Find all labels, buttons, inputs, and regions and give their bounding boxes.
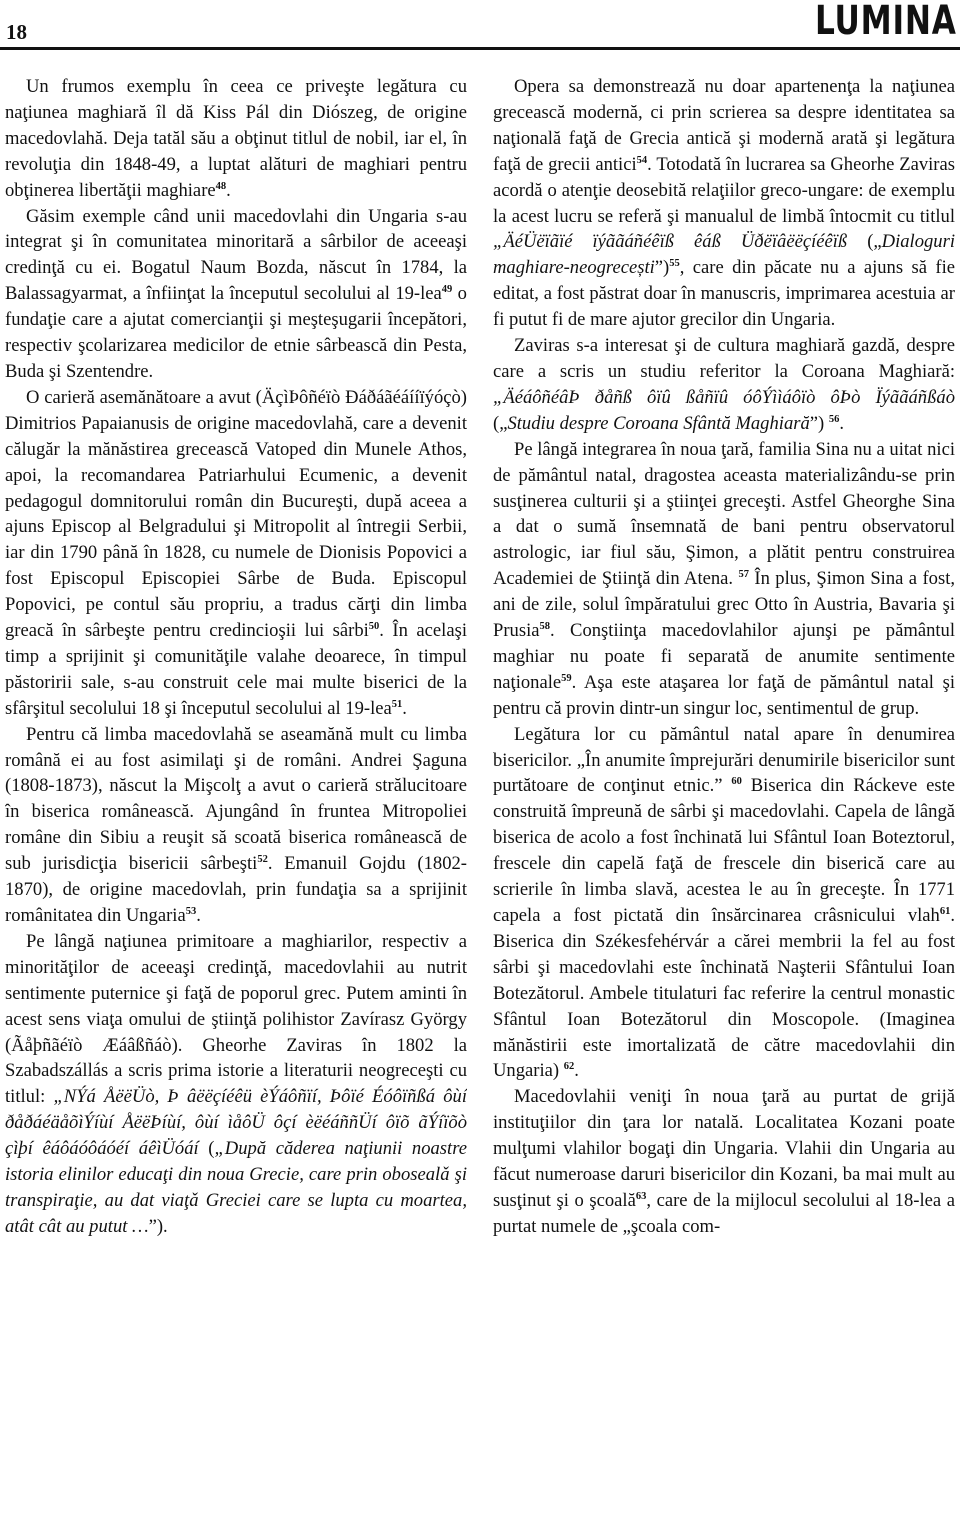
italic-title: Dialoguri maghiare-neogrecești: [493, 231, 955, 279]
text-run: . Biserica din Székesfehérvár a cărei membrii la fel au fost sârbi şi macedovlahi este închinată Naşterii Sfântului Ioan Botezătorul. Ambele titulaturi fac referire la centrul monastic Sfântul Ioan Botezătorul din Moscopole. (Imaginea mănăstirii este imortalizată de către macedovlahii din Ungaria): [493, 905, 955, 1082]
right-column: [493, 74, 955, 1520]
text-run: Opera sa demonstrează nu doar apartenenţa la naţiunea grecească modernă, ci prin scrierea sa despre identitatea sa naţională faţă de Grecia antică şi modernă arată şi legătura faţă de grecii antici: [493, 76, 955, 175]
text-run: . Emanuil Gojdu (1802-1870), de origine macedovlah, prin fundaţia sa a sprijinit românitatea din Ungaria: [5, 853, 467, 926]
footnote-ref: 56: [828, 413, 840, 425]
text-run: (: [198, 1138, 215, 1160]
italic-title: „NÝá ÅëëÜò, Þ âëëçíéêü èÝáôñïí, Þôïé Éóôïñßá ôùí ðåðáéäåõìÝíùí ÅëëÞíùí, ôùí ìåôÜ ôçí èëéáññÜí ôïõ ãÝíïõò çìþí êáôáóôáóéí áêìÜóáí: [5, 1086, 467, 1160]
footnote-ref: 52: [257, 854, 268, 865]
italic-title: „ÄéáôñéâÞ ðåñß ôïû ßåñïû óôÝììáôïò ôÞò Ïýããáñßáò: [493, 386, 955, 408]
text-run: o fundaţie care a ajutat comercianţii şi meşteşugarii începători, respectiv şcolarizarea medicilor de etnie sârbească din Pesta, Buda şi Szentendre.: [5, 283, 467, 382]
italic-title: „ÄéÜëïãïé ïýããáñéêïß êáß Üðëïâëëçíéêïß: [493, 231, 848, 253]
text-run: . Conştiinţa macedovlahilor ajunşi pe pământul maghiar nu poate fi separată de anumite sentimente naţionale: [493, 620, 955, 693]
text-run: , care din păcate nu a ajuns să fie editat, a fost păstrat doar în manuscris, imprimarea acestuia ar fi putut fi de mare ajutor grecilor din Ungaria.: [493, 257, 955, 331]
paragraph: [493, 437, 955, 722]
text-run: . Aşa este ataşarea lor faţă de pământul natal şi pentru că provin dintr-un singur loc, sentimentul de grup.: [493, 671, 955, 719]
paragraph: [493, 333, 955, 437]
footnote-ref: 61: [939, 905, 951, 917]
footnote-ref: 51: [391, 698, 403, 710]
text-run: Pe lângă integrarea în noua ţară, familia Sina nu a uitat nici de pământul natal, dragostea aceasta materializându-se prin susţinerea culturii şi a ştiinţei greceşti. Astfel Gheorghe Sina a dat o sumă însemnată de bani pentru observatorul astrologic, iar fiul său, Şimon, a plătit pentru construirea Academiei de Ştiinţă din Atena.: [493, 438, 955, 590]
publication-title: LUMINA: [815, 0, 957, 44]
paragraph: [493, 722, 955, 1085]
text-run: ”): [654, 257, 670, 279]
text-run: Pentru că limba macedovlahă se aseamănă mult cu limba română ei au fost asimilaţi şi de români. Andrei Şaguna (1808-1873), născut la Mişcolţ a avut o carieră strălucitoare în biserica românească. Ajungând în fruntea Mitropoliei române din Sibiu a reuşit să scoată biserica românească de sub jurisdicţia bisericii sârbeşti: [5, 723, 467, 875]
footnote-ref: 54: [636, 154, 648, 166]
italic-title: Studiu despre Coroana Sfântă Maghiară: [507, 412, 810, 434]
footnote-ref: 62: [563, 1061, 575, 1073]
text-run: , care de la mijlocul secolului al 18-lea a purtat numele de „şcoala com-: [493, 1189, 955, 1237]
footnote-ref: 49: [441, 284, 453, 296]
paragraph: [5, 929, 467, 1240]
text-run: Macedovlahii veniţi în noua ţară au purtat de grijă instituţiilor din ţara lor natală. Localitatea Kozani poate mulţumi vlahilor bogaţi din Ungaria. Vlahii din Ungaria au făcut numeroase daruri bisericilor din Kozani, ba mai mult au susţinut şi o şcoală: [493, 1086, 955, 1211]
footnote-ref: 53: [185, 905, 197, 917]
paragraph: [5, 722, 467, 929]
italic-title: „După căderea naţiunii noastre istoria elinilor educaţi din noua Grecie, care prin obosealǎ şi transpiraţie, au dat viaţǎ Greciei care se lupta cu moartea, atât cât au putut …: [5, 1138, 467, 1237]
text-run: . În acelaşi timp a sprijinit şi comunităţile valahe deoarece, în timpul păstoririi sale, s-au construit cele mai multe biserici de la sfârşitul secolului 18 şi începutul secolului al 19-lea: [5, 620, 467, 719]
text-run: În plus, Şimon Sina a fost, ani de zile, solul împăratului grec Otto în Austria, Bavaria şi Prusia: [493, 568, 955, 642]
text-run: .: [196, 905, 201, 926]
paragraph: [493, 74, 955, 333]
text-run: Zaviras s-a interesat şi de cultura maghiară gazdă, despre care a scris un studiu referitor la Coroana Maghiară:: [493, 335, 955, 382]
text-run: .: [402, 697, 407, 719]
footnote-ref: 63: [635, 1190, 647, 1202]
footnote-ref: 55: [669, 258, 680, 270]
text-run: . Totodată în lucrarea sa Gheorhe Zaviras acordă o atenţie deosebită relaţiilor greco-ungare: de exemplu la acest lucru se referă şi manualul de limbă întocmit cu titlul: [493, 153, 955, 227]
text-run: Legătura lor cu pământul natal apare în denumirea bisericilor. „În anumite împrejurări denumirile bisericilor sunt purtătoare de conţinut etnic.”: [493, 723, 955, 797]
footnote-ref: 48: [215, 180, 227, 192]
paragraph: [5, 385, 467, 722]
footnote-ref: 50: [368, 620, 380, 632]
left-column: [5, 74, 467, 1520]
text-run: ”): [809, 412, 829, 434]
paragraph: [5, 204, 467, 385]
text-run: („: [847, 231, 882, 253]
text-run: .: [574, 1060, 579, 1082]
text-run: Un frumos exemplu în ceea ce priveşte legătura cu naţiunea maghiară îl dă Kiss Pál din Diószeg, de origine macedovlahă. Deja tatăl său a obţinut titlul de nobil, iar el, în revoluţia din 1848-49, a luptat alături de maghiari pentru obţinerea libertăţii maghiare: [5, 76, 467, 201]
text-run: Găsim exemple când unii macedovlahi din Ungaria s-au integrat şi în comunitatea minoritară a sârbilor de aceeaşi credinţă cu ei. Bogatul Naum Bozda, născut în 1784, la Balassagyarmat, a înfiinţat la începutul secolului al 19-lea: [5, 205, 467, 305]
footnote-ref: 60: [731, 776, 742, 788]
footnote-ref: 57: [738, 569, 749, 581]
text-run: ”).: [148, 1215, 168, 1237]
text-run: Biserica din Ráckeve este construită împreună de sârbi şi macedovlahi. Capela de lângă biserica de acolo a fost închinată lui Sfântul Ioan Boteztorul, frescele din capelă faţă de frescele din biserică care au scrierile în limba slavă, acestea le au în greceşte. În 1771 capela a fost pictată din însărcinarea crâsnicului vlah: [493, 775, 955, 926]
page-number: 18: [6, 20, 27, 44]
paragraph: [5, 74, 467, 204]
footnote-ref: 59: [561, 672, 572, 684]
header-rule: [0, 47, 960, 50]
text-run: O carieră asemănătoare a avut (ÄçìÞôñéïò Ðáðáãéáííïýóçò) Dimitrios Papaianusis de origine macedovlahă, care a devenit călugăr la mănăstirea grecească Vatoped din Munele Athos, apoi, la recomandarea Patriarhului Ecumenic, a devenit pedagogul domnitorului român din Bucureşti, după aceea a ajuns Episcop al Belgradului şi Mitropolit al întregii Serbii, iar din 1790 până în 1828, cu numele de Dionisis Popovici a fost Episcopul Episcopiei Sârbe de Buda. Episcopul Popovici, pe contul său propriu, a tradus cărţi din limba greacă în sârbeşte pentru credincioşii lui sârbi: [5, 386, 467, 642]
text-run: („: [493, 412, 508, 434]
text-run: Pe lângă naţiunea primitoare a maghiarilor, respectiv a minorităţilor de aceeaşi credinţă, macedovlahii au nutrit sentimente puternice şi faţă de poporul grec. Putem aminti în acest sens viaţa omului de ştiinţă polihistor Zavírasz György (Ãåþñãéïò Æáâßñáò). Gheorhe Zaviras în 1802 la Szabadszállás a scris prima istorie a literaturii neogreceşti cu titlul:: [5, 930, 467, 1108]
paragraph: [493, 1084, 955, 1239]
footnote-ref: 58: [539, 620, 550, 632]
text-run: .: [839, 412, 845, 434]
text-run: .: [226, 179, 231, 201]
